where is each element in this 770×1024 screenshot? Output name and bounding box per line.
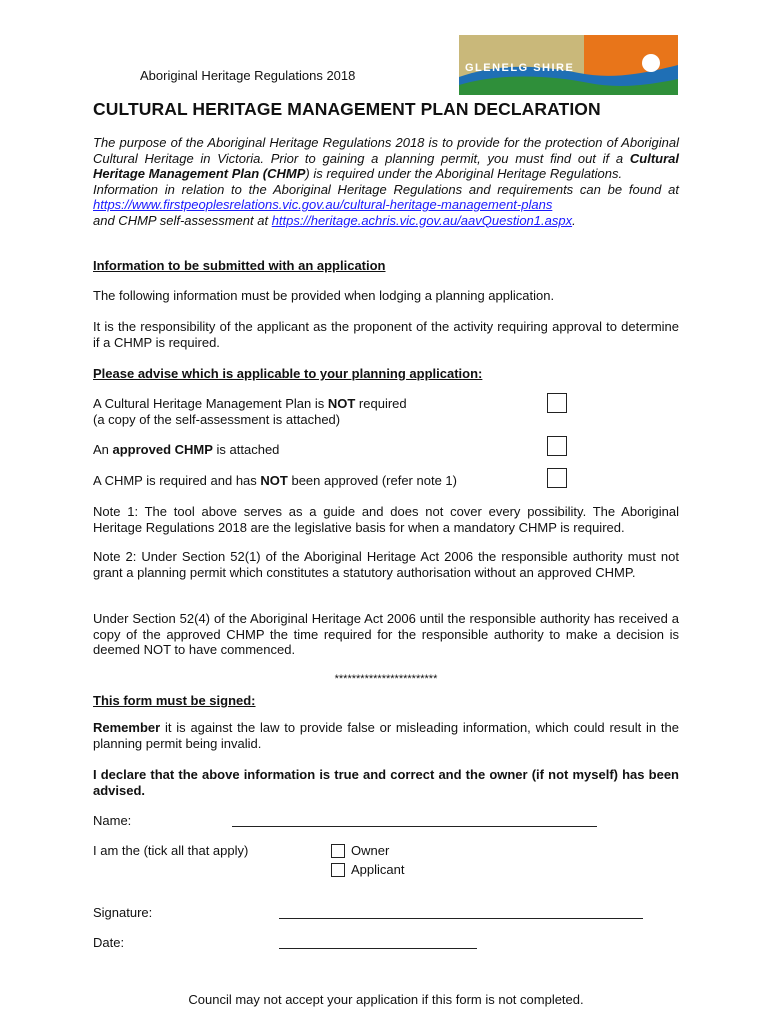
applicant-checkbox[interactable] xyxy=(331,863,345,877)
note-2: Note 2: Under Section 52(1) of the Aboriginal Heritage Act 2006 the responsible authority must not grant a planning permit which constitutes a statutory authorisation without an approved CHMP. xyxy=(93,549,679,580)
signed-heading: This form must be signed: xyxy=(93,693,256,708)
option-approved-checkbox[interactable] xyxy=(547,436,567,456)
intro-text: The purpose of the Aboriginal Heritage Regulations 2018 is to provide for the protection of Aboriginal Cultural Heritage in Victoria. Prior to gaining a planning permit, you must find out if a Cultural Heritage Management Plan (CHMP) is required under the Aboriginal Heritage Regulations. Information in relation to the Aboriginal Heritage Regulations and requirements can be found at https://www.firstpeoplesrelations.vic.gov.au/cultural-heritage-management-plans and CHMP self-assessment at https://heritage.achris.vic.gov.au/aavQuestion1.aspx. xyxy=(93,135,679,228)
date-field[interactable] xyxy=(279,948,477,949)
option-not-required-label: A Cultural Heritage Management Plan is NOT required (a copy of the self-assessment is attached) xyxy=(93,396,407,427)
advise-heading: Please advise which is applicable to your planning application: xyxy=(93,366,483,381)
note-3: Under Section 52(4) of the Aboriginal Heritage Act 2006 until the responsible authority has received a copy of the approved CHMP the time required for the responsible authority to make a decision is deemed NOT to have commenced. xyxy=(93,611,679,657)
applicant-label: Applicant xyxy=(351,862,405,877)
signature-field[interactable] xyxy=(279,918,643,919)
option-approved-label: An approved CHMP is attached xyxy=(93,442,280,457)
signature-label: Signature: xyxy=(93,905,153,920)
glenelg-shire-logo xyxy=(459,35,678,95)
logo-text: GLENELG SHIRE xyxy=(465,62,575,74)
page-title: CULTURAL HERITAGE MANAGEMENT PLAN DECLARATION xyxy=(93,99,601,119)
option-not-approved-label: A CHMP is required and has NOT been approved (refer note 1) xyxy=(93,473,457,488)
regulation-title: Aboriginal Heritage Regulations 2018 xyxy=(140,68,356,83)
firstpeoples-link[interactable]: https://www.firstpeoplesrelations.vic.gov.au/cultural-heritage-management-plans xyxy=(93,197,553,212)
owner-checkbox[interactable] xyxy=(331,844,345,858)
footer-note: Council may not accept your application if this form is not completed. xyxy=(188,992,584,1007)
option-not-required-checkbox[interactable] xyxy=(547,393,567,413)
declaration-text: I declare that the above information is true and correct and the owner (if not myself) has been advised. xyxy=(93,767,679,798)
name-field[interactable] xyxy=(232,826,597,827)
owner-label: Owner xyxy=(351,843,390,858)
option-not-approved-checkbox[interactable] xyxy=(547,468,567,488)
achris-link[interactable]: https://heritage.achris.vic.gov.au/aavQuestion1.aspx xyxy=(271,212,573,228)
remember-text: Remember it is against the law to provide false or misleading information, which could result in the planning permit being invalid. xyxy=(93,720,679,751)
name-label: Name: xyxy=(93,813,132,828)
separator: ************************ xyxy=(334,673,438,685)
info-heading: Information to be submitted with an application xyxy=(93,258,386,273)
info-paragraph-2: It is the responsibility of the applicant as the proponent of the activity requiring approval to determine if a CHMP is required. xyxy=(93,319,679,350)
note-1: Note 1: The tool above serves as a guide and does not cover every possibility. The Aboriginal Heritage Regulations 2018 are the legislative basis for when a mandatory CHMP is required. xyxy=(93,504,679,535)
info-paragraph-1: The following information must be provided when lodging a planning application. xyxy=(93,288,555,303)
date-label: Date: xyxy=(93,935,125,950)
i-am-the-label: I am the (tick all that apply) xyxy=(93,843,249,858)
